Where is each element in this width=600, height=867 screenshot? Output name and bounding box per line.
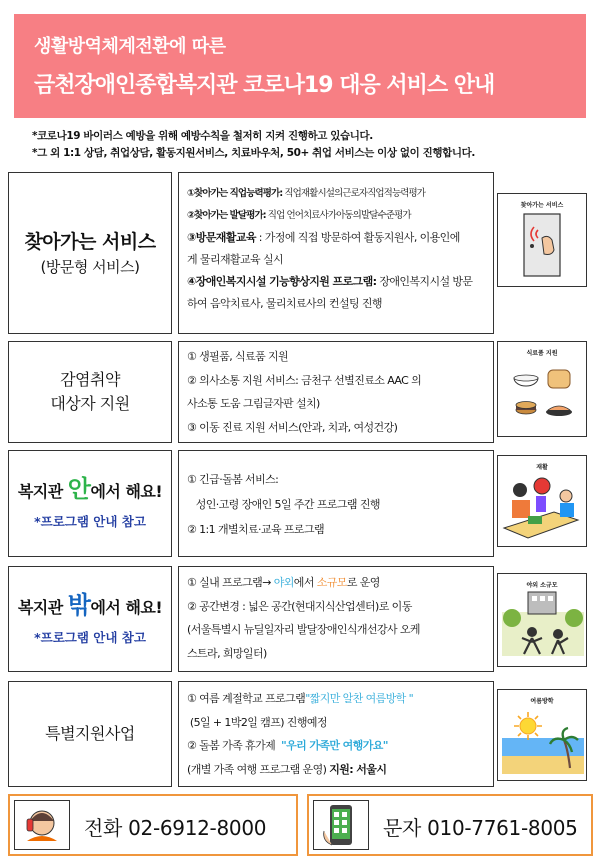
outside-item-2-cont-a: (서울특별시 뉴딜일자리 발달장애인식개선강사 오케 <box>187 623 420 636</box>
special-item-1-cont: (5일 + 1박2일 캠프) 진행예정 <box>187 715 327 729</box>
infection-item-3: ③ 이동 진료 지원 서비스(안과, 치과, 여성건강) <box>187 420 398 434</box>
infection-item-2-cont: 사소통 도움 그림글자판 설치) <box>187 397 320 410</box>
rehab-icon <box>498 470 588 546</box>
special-item-1 <box>187 687 487 711</box>
visit-item-4-cont: 하여 음악치료사, 물리치료사의 컨설팅 진행 <box>187 297 382 310</box>
outside-item-2: ② 공간변경 : 넓은 공간(현대지식산업센터)로 이동 <box>187 599 412 613</box>
summer-picture-caption: 여름방학 <box>530 698 554 705</box>
outside-item-1-mid: 에서 <box>293 576 317 589</box>
outside-item-1-post: 로 운영 <box>346 576 380 589</box>
food-picture <box>497 341 587 437</box>
section-visit-content <box>178 172 494 334</box>
inside-title-highlight: 안 <box>67 475 91 503</box>
visit-item-1 <box>187 183 487 205</box>
visit-item-4-text: 장애인복지시설 방문 <box>376 275 473 288</box>
rehab-picture <box>497 455 587 547</box>
inside-title-pre: 복지관 <box>17 482 68 501</box>
outside-title-post: 에서 해요! <box>90 597 163 617</box>
inside-item-1-cont: 성인·고령 장애인 5일 주간 프로그램 진행 <box>187 498 380 511</box>
food-icon <box>498 356 588 436</box>
section-special-title-box <box>8 681 172 787</box>
notice-line-1: *코로나19 바이러스 예방을 위해 예방수칙을 철저히 지켜 진행하고 있습니다. <box>32 130 373 142</box>
visit-item-3 <box>187 227 487 249</box>
phone-call-icon <box>14 800 70 850</box>
outside-title-highlight: 밖 <box>67 590 91 619</box>
mobile-phone-icon <box>313 800 369 850</box>
inside-item-2: ② 1:1 개별치료·교육 프로그램 <box>187 523 325 536</box>
inside-title-post: 에서 해요! <box>90 482 163 501</box>
outdoor-picture-caption: 야외 소규모 <box>526 582 558 589</box>
sms-number[interactable]: 문자 010-7761-8005 <box>383 816 578 840</box>
outside-item-1-small: 소규모 <box>316 576 347 589</box>
notice-text <box>32 128 572 162</box>
visit-picture-caption: 찾아가는 서비스 <box>520 202 564 209</box>
visit-item-3-label: ③방문재활교육 <box>187 231 256 244</box>
visit-item-3-cont: 게 물리재활교육 실시 <box>187 253 284 266</box>
visit-item-4-label: ④장애인복지시설 기능향상지원 프로그램: <box>187 275 377 288</box>
banner-subtitle: 생활방역체계전환에 따른 <box>34 36 226 57</box>
special-item-2-cont-pre: (개별 가족 여행 프로그램 운영) <box>187 762 330 776</box>
outside-item-1-pre: ① 실내 프로그램→ <box>187 576 274 589</box>
section-outside-title <box>17 590 163 620</box>
visit-item-3-text: : 가정에 직접 방문하여 활동지원사, 이용인에 <box>255 231 460 244</box>
door-knock-icon <box>498 208 588 286</box>
section-infection-title-box <box>8 341 172 443</box>
section-outside-title-box <box>8 566 172 672</box>
phone-number[interactable]: 전화 02-6912-8000 <box>84 816 267 840</box>
section-infection-content <box>178 341 494 443</box>
section-outside-content <box>178 566 494 672</box>
section-special-content <box>178 681 494 787</box>
section-visit-title-box <box>8 172 172 334</box>
infection-item-1: ① 생필품, 식료품 지원 <box>187 350 289 363</box>
special-item-2-cont <box>187 758 487 782</box>
visit-item-2-label: ②찾아가는 발달평가: <box>187 210 266 221</box>
sms-contact-box[interactable] <box>307 794 593 856</box>
visit-item-1-label: ①찾아가는 직업능력평가: <box>187 188 283 199</box>
outside-item-1-outdoor: 야외 <box>273 576 294 589</box>
inside-item-1: ① 긴급·돌봄 서비스: <box>187 473 279 486</box>
phone-contact-box[interactable] <box>8 794 298 856</box>
inside-program-note: *프로그램 안내 참고 <box>34 514 146 529</box>
section-infection-title-line2: 대상자 지원 <box>50 394 130 413</box>
outdoor-picture <box>497 573 587 667</box>
visit-item-4 <box>187 271 487 293</box>
outside-item-1 <box>187 571 487 595</box>
visit-item-2-text: 직업 언어치료사가아동의발달수준평가 <box>265 210 411 221</box>
special-item-2-sponsor: 지원: 서울시 <box>329 762 387 776</box>
rehab-picture-caption: 재활 <box>536 464 548 471</box>
banner-title: 금천장애인종합복지관 코로나19 대응 서비스 안내 <box>34 73 495 98</box>
outside-item-2-cont-b: 스트라, 희망일터) <box>187 646 267 660</box>
special-item-2-pre: ② 돌봄 가족 휴가제 <box>187 739 281 752</box>
outdoor-icon <box>498 588 588 666</box>
summer-picture <box>497 689 587 781</box>
section-inside-title-box <box>8 450 172 557</box>
outside-program-note: *프로그램 안내 참고 <box>34 629 146 645</box>
visit-item-2 <box>187 205 487 227</box>
special-item-2 <box>187 734 487 758</box>
infection-item-2: ② 의사소통 지원 서비스: 금천구 선별진료소 AAC 의 <box>187 373 422 387</box>
section-visit-title: 찾아가는 서비스 <box>24 230 156 253</box>
special-item-1-pre: ① 여름 계절학교 프로그램 <box>187 692 306 705</box>
section-special-title: 특별지원사업 <box>45 724 135 743</box>
section-infection-title-line1: 감염취약 <box>60 370 120 389</box>
special-item-1-highlight: "짧지만 알찬 여름방학 " <box>305 692 414 705</box>
title-banner <box>14 14 586 118</box>
section-inside-title <box>18 477 162 504</box>
visit-picture <box>497 193 587 287</box>
notice-line-2: *그 외 1:1 상담, 취업상담, 활동지원서비스, 치료바우처, 50+ 취업 서비스는 이상 없이 진행합니다. <box>32 147 475 159</box>
special-item-2-highlight: "우리 가족만 여행가요" <box>280 739 388 752</box>
outside-title-pre: 복지관 <box>17 597 68 617</box>
sun-beach-icon <box>498 704 588 780</box>
visit-item-1-text: 직업재활시설의근로자직업적능력평가 <box>282 188 426 199</box>
food-picture-caption: 식료품 지원 <box>526 350 558 357</box>
section-visit-subtitle: (방문형 서비스) <box>40 257 140 276</box>
section-inside-content <box>178 450 494 557</box>
